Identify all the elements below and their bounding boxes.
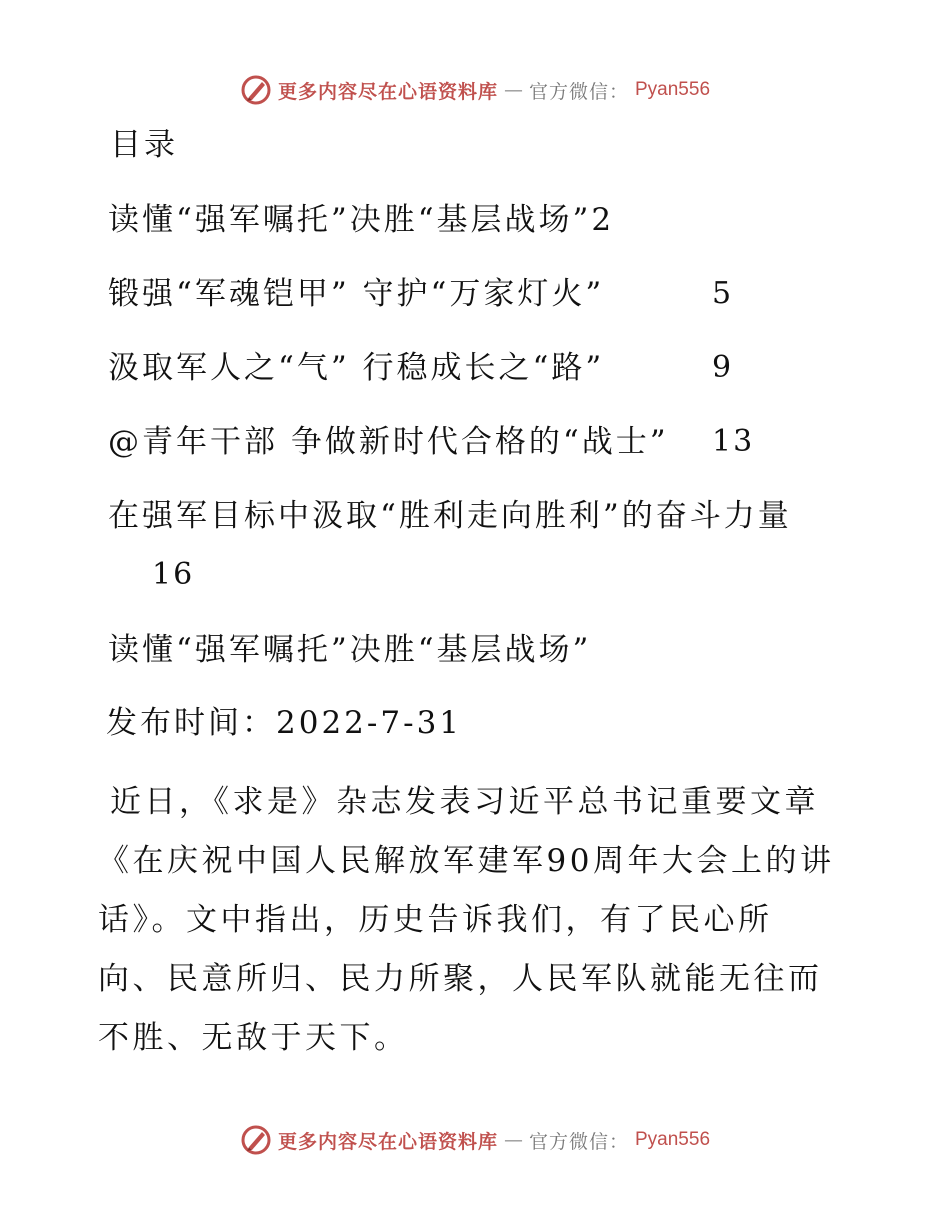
toc-entry-page: 2 — [591, 202, 615, 238]
toc-entry-5[interactable] — [108, 496, 792, 536]
watermark-wechat-label: 官方微信： — [528, 1130, 629, 1153]
toc-heading: 目录 — [110, 127, 178, 163]
toc-entry-3[interactable] — [108, 348, 604, 388]
publish-time: 发布时间：2022-7-31 — [106, 705, 463, 741]
toc-entry-page: 5 — [712, 276, 734, 311]
toc-entry-page: 9 — [712, 350, 734, 385]
toc-entry-title: @青年干部 争做新时代合格的“战士” — [108, 424, 669, 460]
pen-logo-icon — [240, 74, 272, 106]
article-title: 读懂“强军嘱托”决胜“基层战场” — [108, 632, 592, 668]
watermark-dash: — — [503, 79, 523, 101]
article-paragraph: 近日，《求是》杂志发表习近平总书记重要文章《在庆祝中国人民解放军建军90周年大会上的讲话》。文中指出，历史告诉我们，有了民心所向、民意所归、民力所聚，人民军队就能无往而不胜、无敌于天下。 — [98, 784, 835, 1056]
watermark-wechat-id: Pyan556 — [635, 79, 711, 100]
toc-entry-page: 16 — [152, 557, 195, 592]
watermark-wechat-label: 官方微信： — [528, 80, 629, 103]
toc-entry-title: 汲取军人之“气” 行稳成长之“路” — [108, 350, 605, 386]
toc-entry-title: 在强军目标中汲取“胜利走向胜利”的奋斗力量 — [108, 498, 792, 534]
toc-entry-1[interactable] — [108, 200, 614, 240]
watermark-main-text: 更多内容尽在心语资料库 — [277, 80, 498, 103]
toc-entry-2[interactable] — [108, 274, 604, 314]
pen-logo-icon — [240, 1124, 272, 1156]
watermark-wechat-id: Pyan556 — [635, 1129, 711, 1150]
toc-entry-4[interactable] — [108, 422, 669, 462]
watermark-header — [0, 70, 950, 110]
toc-entry-title: 读懂“强军嘱托”决胜“基层战场” — [108, 202, 592, 238]
watermark-footer — [0, 1120, 950, 1160]
toc-entry-page: 13 — [712, 424, 755, 459]
toc-entry-title: 锻强“军魂铠甲” 守护“万家灯火” — [108, 276, 605, 312]
watermark-main-text: 更多内容尽在心语资料库 — [277, 1130, 498, 1153]
watermark-dash: — — [503, 1129, 523, 1151]
